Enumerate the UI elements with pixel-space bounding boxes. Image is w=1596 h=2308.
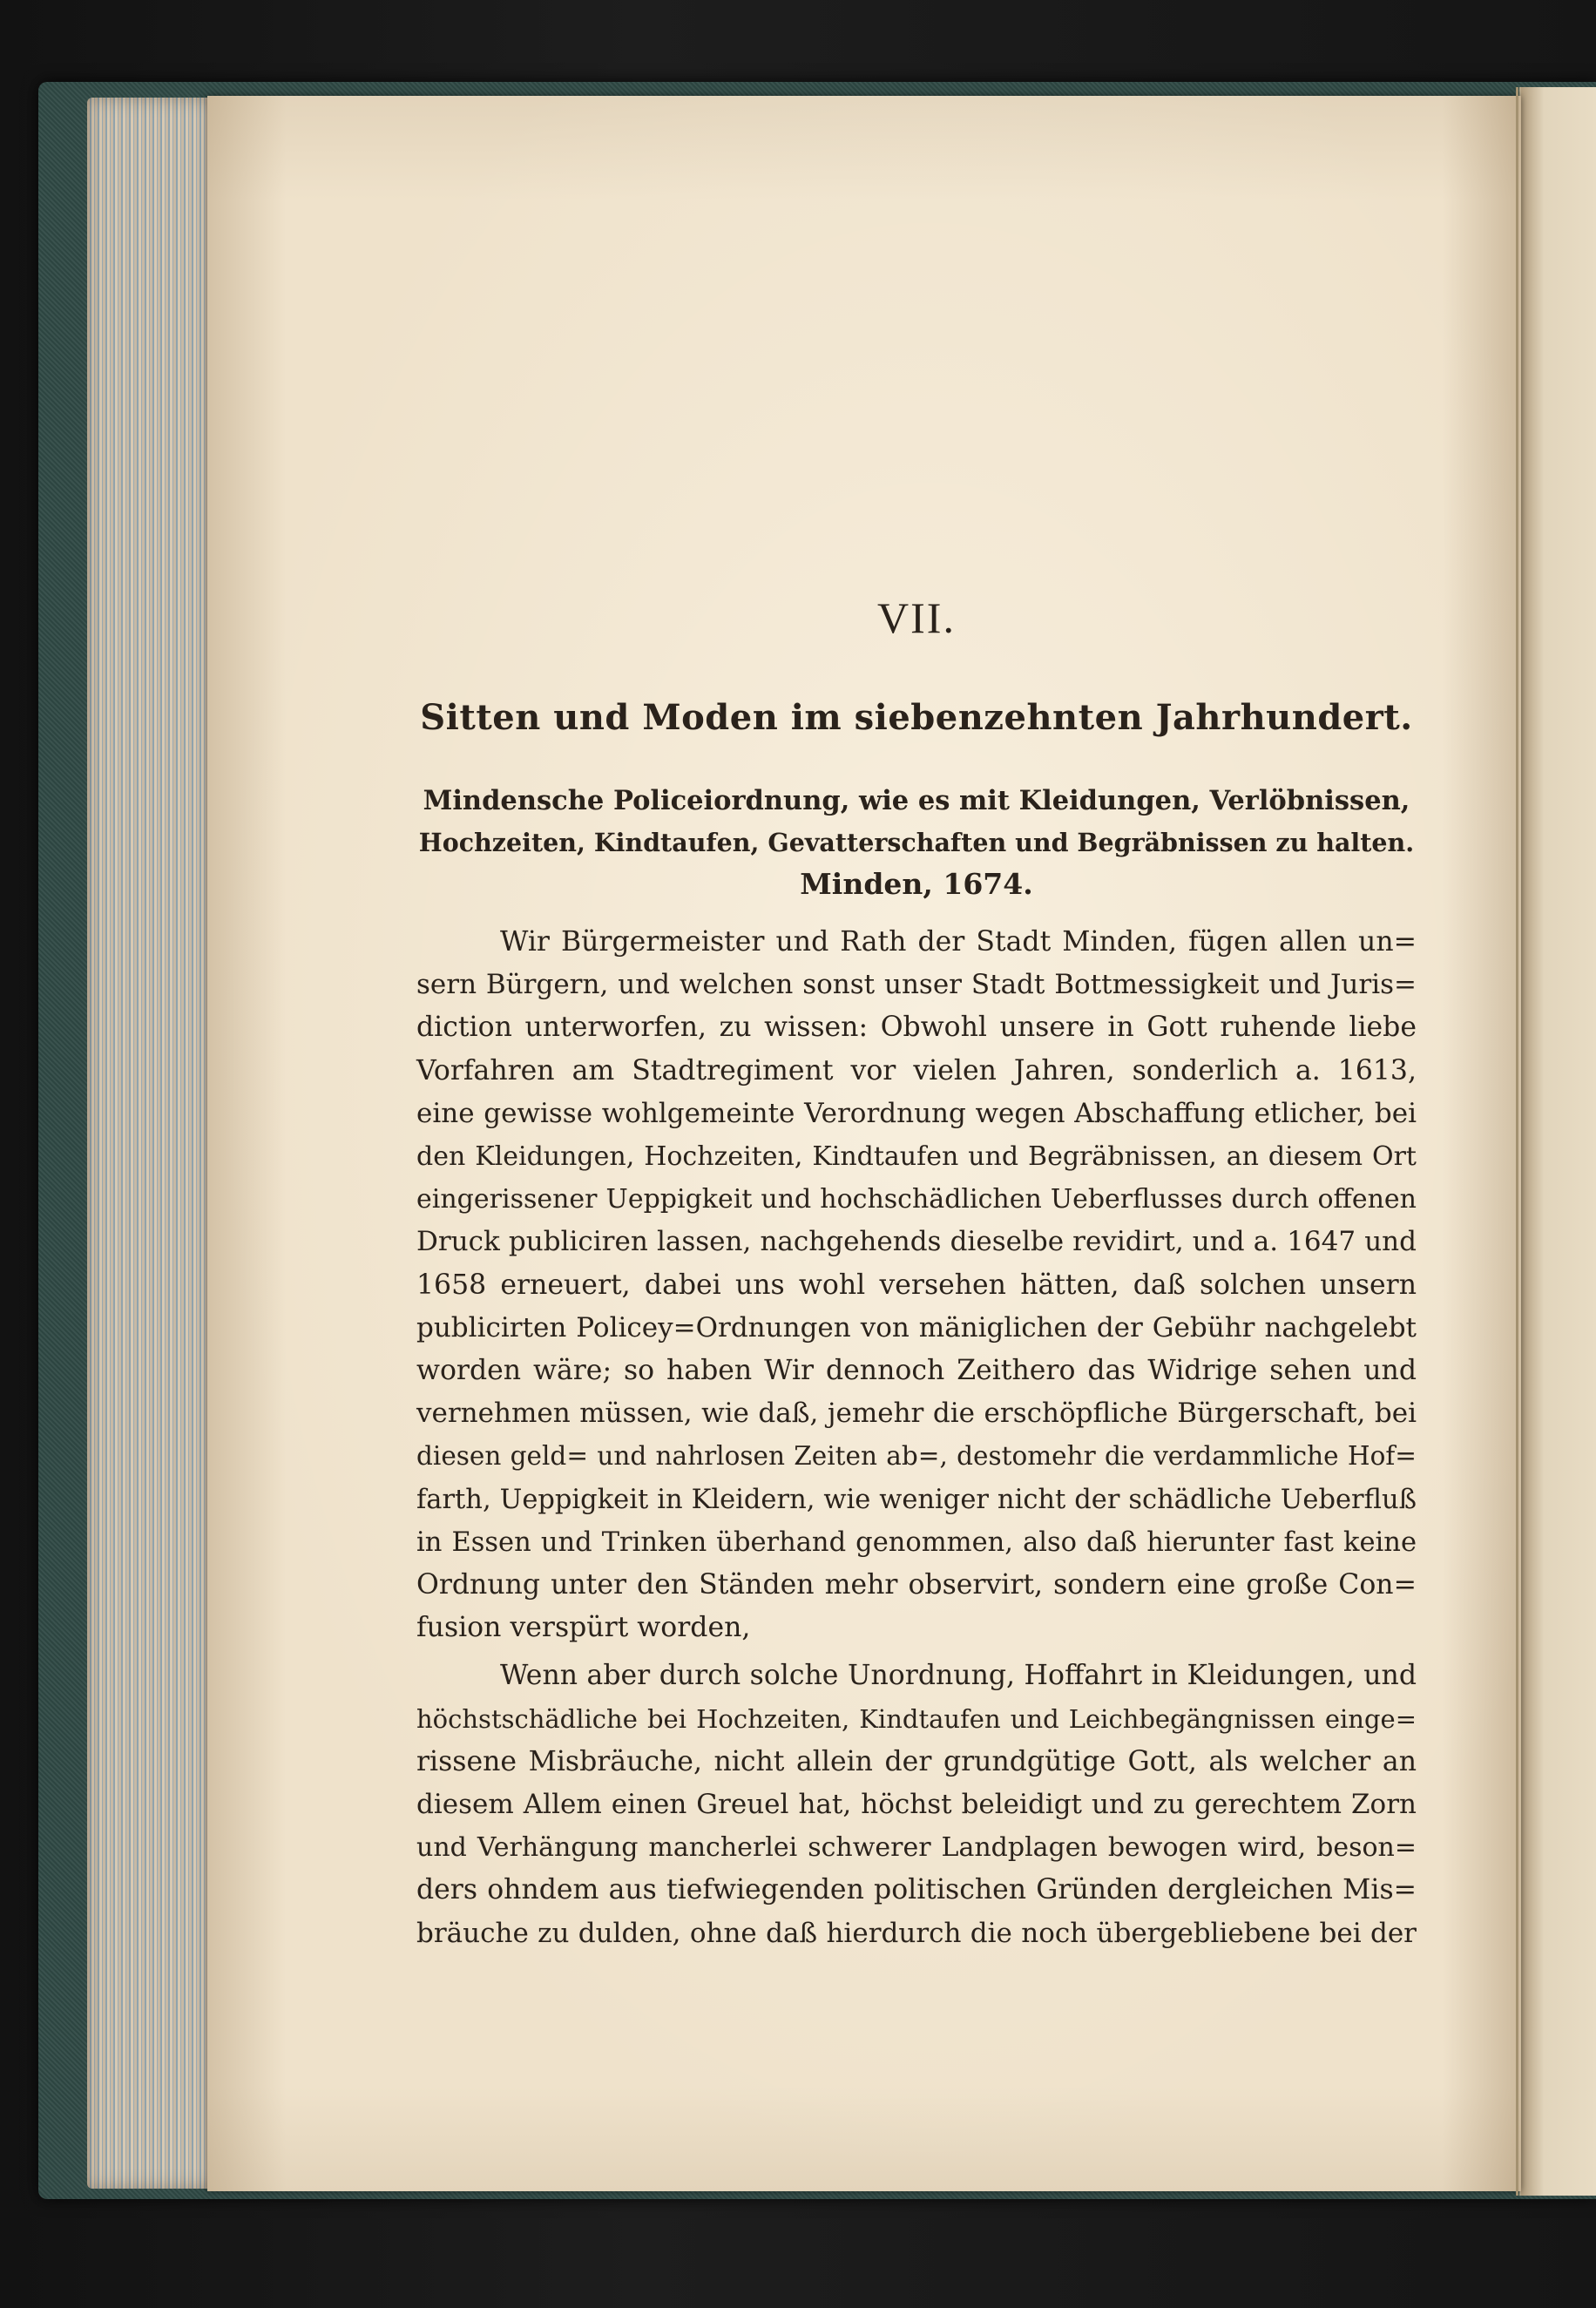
text-line: diesen geld= und nahrlosen Zeiten ab=, destomehr die verdammliche Hof= bbox=[416, 1441, 1417, 1472]
text-line: höchstschädliche bei Hochzeiten, Kindtaufen und Leichbegängnissen einge= bbox=[416, 1703, 1417, 1734]
text-line: Wir Bürgermeister und Rath der Stadt Minden, fügen allen un= bbox=[500, 926, 1417, 958]
facing-page-edge bbox=[1519, 87, 1596, 2196]
text-line: vernehmen müssen, wie daß, jemehr die erschöpfliche Bürgerschaft, bei bbox=[416, 1398, 1417, 1430]
paragraph bbox=[416, 1655, 1417, 1954]
text-line: diesem Allem einen Greuel hat, höchst beleidigt und zu gerechtem Zorn bbox=[416, 1789, 1417, 1821]
text-line: worden wäre; so haben Wir dennoch Zeithero das Widrige sehen und bbox=[416, 1355, 1417, 1387]
paragraph bbox=[416, 921, 1417, 1649]
chapter-subtitle bbox=[416, 780, 1417, 905]
text-line: Ordnung unter den Ständen mehr observirt, sondern eine große Con= bbox=[416, 1569, 1417, 1601]
subtitle-line: Mindensche Policeiordnung, wie es mit Kleidungen, Verlöbnissen, bbox=[423, 785, 1410, 816]
text-line: eine gewisse wohlgemeinte Verordnung wegen Abschaffung etlicher, bei bbox=[416, 1097, 1417, 1129]
subtitle-line: Hochzeiten, Kindtaufen, Gevatterschaften und Begräbnissen zu halten. bbox=[418, 828, 1415, 857]
text-line: diction unterworfen, zu wissen: Obwohl unsere in Gott ruhende liebe bbox=[416, 1012, 1417, 1044]
text-line: Wenn aber durch solche Unordnung, Hoffahrt in Kleidungen, und bbox=[500, 1660, 1417, 1692]
chapter-title: Sitten und Moden im siebenzehnten Jahrhundert. bbox=[420, 697, 1413, 738]
text-line: sern Bürgern, und welchen sonst unser Stadt Bottmessigkeit und Juris= bbox=[416, 969, 1417, 1001]
text-line: farth, Ueppigkeit in Kleidern, wie weniger nicht der schädliche Ueberfluß bbox=[416, 1484, 1417, 1515]
page-gutter bbox=[1516, 87, 1518, 2196]
text-line: 1658 erneuert, dabei uns wohl versehen hätten, daß solchen unsern bbox=[416, 1269, 1417, 1301]
text-line: eingerissener Ueppigkeit und hochschädlichen Ueberflusses durch offenen bbox=[416, 1184, 1417, 1215]
text-line: den Kleidungen, Hochzeiten, Kindtaufen und Begräbnissen, an diesem Ort bbox=[416, 1141, 1417, 1173]
chapter-number: VII. bbox=[877, 593, 956, 642]
text-line: publicirten Policey=Ordnungen von mäniglichen der Gebühr nachgelebt bbox=[416, 1311, 1417, 1344]
text-line: bräuche zu dulden, ohne daß hierdurch die noch übergebliebene bei der bbox=[416, 1917, 1417, 1949]
text-line: Druck publiciren lassen, nachgehends dieselbe revidirt, und a. 1647 und bbox=[416, 1226, 1417, 1258]
text-line: fusion verspürt worden, bbox=[416, 1612, 751, 1644]
body-text bbox=[416, 921, 1417, 1955]
text-line: rissene Misbräuche, nicht allein der grundgütige Gott, als welcher an bbox=[416, 1745, 1417, 1777]
page-text bbox=[416, 592, 1417, 1960]
text-line: und Verhängung mancherlei schwerer Landplagen bewogen wird, beson= bbox=[416, 1832, 1417, 1864]
text-line: in Essen und Trinken überhand genommen, also daß hierunter fast keine bbox=[416, 1526, 1417, 1558]
text-line: Vorfahren am Stadtregiment vor vielen Jahren, sonderlich a. 1613, bbox=[416, 1054, 1417, 1086]
text-line: ders ohndem aus tiefwiegenden politischen Gründen dergleichen Mis= bbox=[416, 1874, 1417, 1906]
subtitle-line: Minden, 1674. bbox=[800, 867, 1033, 901]
